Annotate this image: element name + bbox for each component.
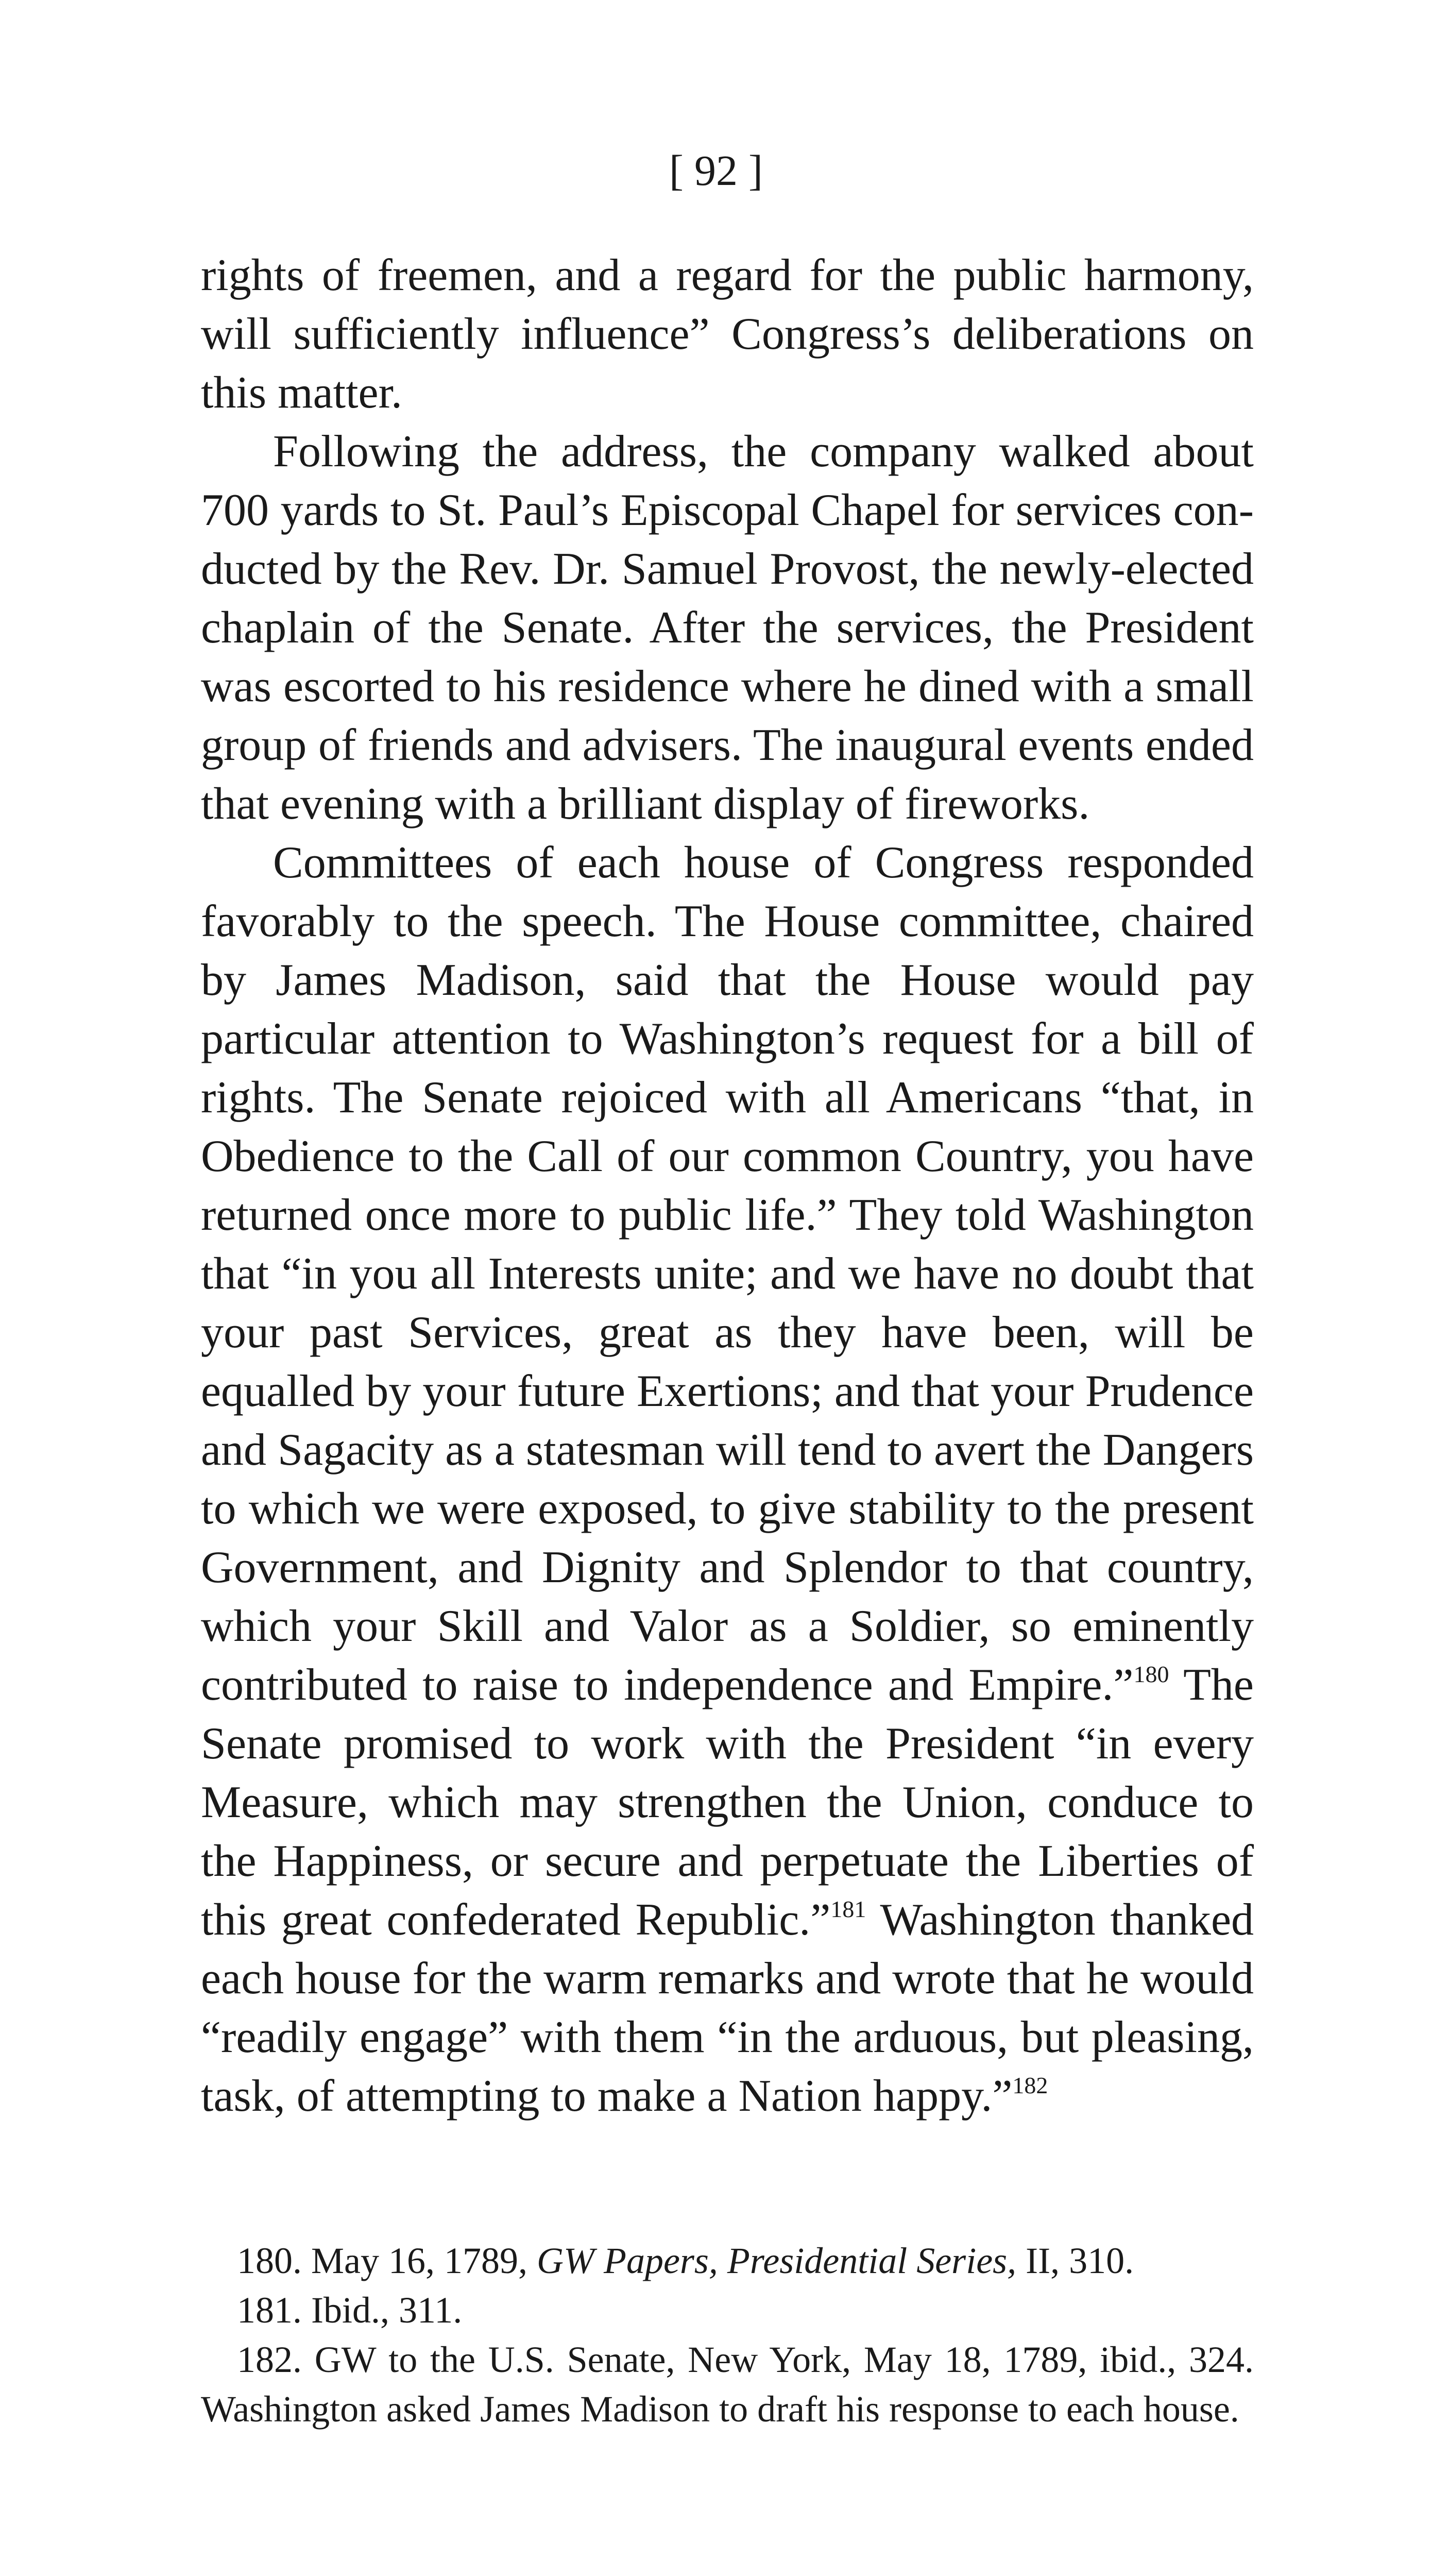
footnote-181	[201, 2285, 1254, 2335]
paragraph-text: Committees of each house of Congress responded favorably to the speech. The House committee, chaired by James Madison, said that the House would pay particular attention to Washington’s request for a bill of rights. The Senate rejoiced with all Americans “that, in Obedience to the Call of our common Country, you have returned once more to public life.” They told Washington that “in you all Interests unite; and we have no doubt that your past Services, great as they have been, will be equalled by your future Exertions; and that your Prudence and Sagacity as a statesman will tend to avert the Dangers to which we were exposed, to give stability to the present Government, and Dignity and Splendor to that country, which your Skill and Valor as a Soldier, so eminently contributed to raise to independence and Empire.”	[201, 838, 1254, 1710]
footnote-number: 181.	[237, 2290, 302, 2331]
footnote-text: II, 310.	[1016, 2240, 1134, 2281]
body-text	[201, 246, 1254, 2126]
paragraph-1	[201, 246, 1254, 422]
footnote-180	[201, 2236, 1254, 2285]
paragraph-text: Washington thanked each house for the warm remarks and wrote that he would “readily engage” with them “in the arduous, but pleasing, task, of attempting to make a Nation happy.”	[201, 1895, 1254, 2121]
paragraph-2	[201, 422, 1254, 834]
footnote-182	[201, 2335, 1254, 2434]
footnote-reference-182: 182	[1012, 2072, 1048, 2098]
footnotes	[201, 2236, 1254, 2434]
footnote-title: GW Papers, Presidential Series,	[536, 2240, 1017, 2281]
footnote-text: GW to the U.S. Senate, New York, May 18, 1789, ibid., 324. Washington asked James Madison to draft his response to each house.	[201, 2339, 1254, 2430]
page-number: [ 92 ]	[669, 147, 763, 195]
paragraph-text: rights of freemen, and a regard for the public harmony, will sufficiently influence” Congress’s deliberations on this matter.	[201, 250, 1254, 418]
footnote-text: Ibid., 311.	[302, 2290, 463, 2331]
footnote-number: 180.	[237, 2240, 302, 2281]
footnote-reference-180: 180	[1133, 1661, 1169, 1687]
paragraph-text: The Senate promised to work with the President “in every Measure, which may strengthen the Union, conduce to the Happiness, or secure and perpetuate the Liberties of this great confederated Republic.”	[201, 1660, 1254, 1945]
footnote-text: May 16, 1789,	[302, 2240, 537, 2281]
paragraph-text: Following the address, the company walked about 700 yards to St. Paul’s Episcopal Chapel for services conducted by the Rev. Dr. Samuel Provost, the newly-elected chaplain of the Senate. After the services, the President was escorted to his residence where he dined with a small group of friends and advisers. The inaugural events ended that evening with a brilliant display of fireworks.	[201, 427, 1254, 829]
footnote-number: 182.	[237, 2339, 302, 2380]
paragraph-3	[201, 834, 1254, 2126]
footnote-reference-181: 181	[830, 1896, 866, 1922]
